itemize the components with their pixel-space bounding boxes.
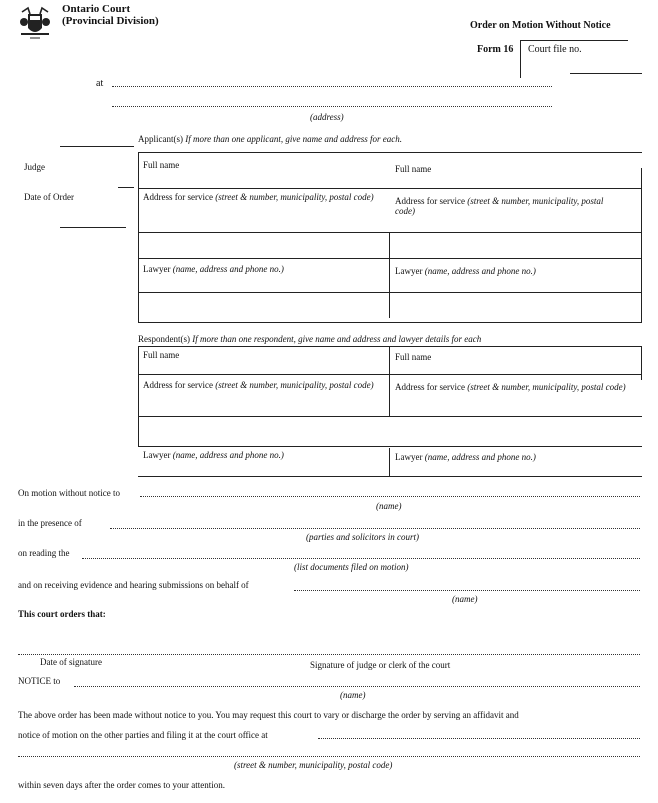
applicant-1-address-label-text: Address for service [143,192,213,202]
respondent-1-lawyer-label [143,450,284,460]
applicant-2-address-note: (street & number, municipality, postal code) [395,196,604,216]
respondent-2-address-note: (street & number, municipality, postal code) [467,382,626,392]
court-file-box-top [520,40,628,41]
evidence-name-caption: (name) [452,594,478,604]
applicants-top-rule [138,152,642,153]
applicants-heading-label: Applicant(s) [138,134,183,144]
respondents-heading-note: If more than one respondent, give name and address and lawyer details for each [192,334,482,344]
location-line-2[interactable] [112,106,552,107]
respondent-2-lawyer-label-text: Lawyer [395,452,423,462]
judge-label: Judge [24,162,45,172]
court-office-address-field-2[interactable] [18,756,640,757]
respondents-heading-label: Respondent(s) [138,334,190,344]
respondent-2-lawyer-note: (name, address and phone no.) [424,452,536,462]
at-label: at [96,78,104,89]
location-line-1[interactable] [112,86,552,87]
respondent-1-address-label-text: Address for service [143,380,213,390]
notice-label: NOTICE to [18,676,61,686]
applicants-right-rule [641,168,642,322]
respondent-1-lawyer-label-text: Lawyer [143,450,171,460]
respondent-1-full-name-label: Full name [143,350,180,360]
reading-caption: (list documents filed on motion) [294,562,409,572]
respondents-name-rule[interactable] [138,374,642,375]
applicants-name-rule[interactable] [138,188,642,189]
date-line-stub [118,187,134,188]
applicant-1-lawyer-label-text: Lawyer [143,264,171,274]
court-file-number-field[interactable] [570,73,642,74]
respondents-left-rule [138,346,139,446]
notice-text-1: The above order has been made without notice to you. You may request this court to vary or discharge the order by serving an affidavit and [18,710,519,720]
respondents-top-rule [138,346,642,347]
applicants-address-rule-2[interactable] [138,258,642,259]
respondents-middle-rule-top [389,346,390,416]
court-division: (Provincial Division) [62,15,159,27]
applicants-middle-rule [389,232,390,318]
ontario-coat-of-arms-icon [16,4,54,42]
applicant-2-lawyer-note: (name, address and phone no.) [424,266,536,276]
applicant-1-address-note: (street & number, municipality, postal code) [215,192,374,202]
applicant-2-address-label [395,196,625,216]
respondent-2-address-label [395,382,635,392]
applicants-address-rule[interactable] [138,232,642,233]
court-file-box-left [520,40,521,78]
respondents-address-rule[interactable] [138,416,642,417]
respondent-1-address-note: (street & number, municipality, postal code) [215,380,374,390]
applicants-bottom-rule [138,322,642,323]
evidence-name-field[interactable] [294,590,640,591]
motion-name-field[interactable] [140,496,640,497]
orders-label: This court orders that: [18,609,106,619]
applicant-2-full-name-label: Full name [395,164,432,174]
orders-field[interactable] [18,654,640,655]
presence-field[interactable] [110,528,640,529]
applicant-1-lawyer-note: (name, address and phone no.) [172,264,284,274]
applicants-lawyer-rule[interactable] [138,292,642,293]
respondents-bottom-rule [138,476,642,477]
date-of-order-field[interactable] [60,227,126,228]
presence-label: in the presence of [18,518,82,528]
court-name: Ontario Court [62,3,131,15]
applicants-heading [138,134,402,144]
respondent-2-lawyer-label [395,452,536,462]
respondent-1-lawyer-note: (name, address and phone no.) [172,450,284,460]
notice-name-caption: (name) [340,690,366,700]
court-file-label: Court file no. [528,44,582,55]
applicant-2-address-label-text: Address for service [395,196,465,206]
applicant-2-lawyer-label [395,266,536,276]
court-office-address-caption: (street & number, municipality, postal code) [234,760,393,770]
applicant-1-full-name-label: Full name [143,160,180,170]
respondent-1-address-label [143,380,383,390]
reading-field[interactable] [82,558,640,559]
applicants-heading-note: If more than one applicant, give name and address for each. [185,134,403,144]
court-office-address-field[interactable] [318,738,640,739]
presence-caption: (parties and solicitors in court) [306,532,419,542]
date-of-order-label: Date of Order [24,192,74,202]
address-caption: (address) [310,112,344,122]
judge-signature-label: Signature of judge or clerk of the court [310,660,451,670]
notice-text-3: within seven days after the order comes to your attention. [18,780,225,790]
motion-name-caption: (name) [376,501,402,511]
respondents-heading [138,334,481,344]
judge-signature-line[interactable] [60,146,134,147]
reading-label: on reading the [18,548,70,558]
applicant-1-address-label [143,192,374,202]
evidence-label: and on receiving evidence and hearing submissions on behalf of [18,580,249,590]
applicant-2-lawyer-label-text: Lawyer [395,266,423,276]
respondents-middle-rule-bottom [389,448,390,476]
form-title: Order on Motion Without Notice [470,20,611,31]
respondent-2-full-name-label: Full name [395,352,432,362]
notice-text-2: notice of motion on the other parties and filing it at the court office at [18,730,268,740]
motion-label: On motion without notice to [18,488,120,498]
respondent-2-address-label-text: Address for service [395,382,465,392]
applicant-1-lawyer-label [143,264,284,274]
form-number: Form 16 [477,44,514,55]
notice-name-field[interactable] [74,686,640,687]
applicants-left-rule [138,152,139,322]
respondents-address-rule-2[interactable] [138,446,642,447]
date-of-signature-label: Date of signature [40,657,102,667]
